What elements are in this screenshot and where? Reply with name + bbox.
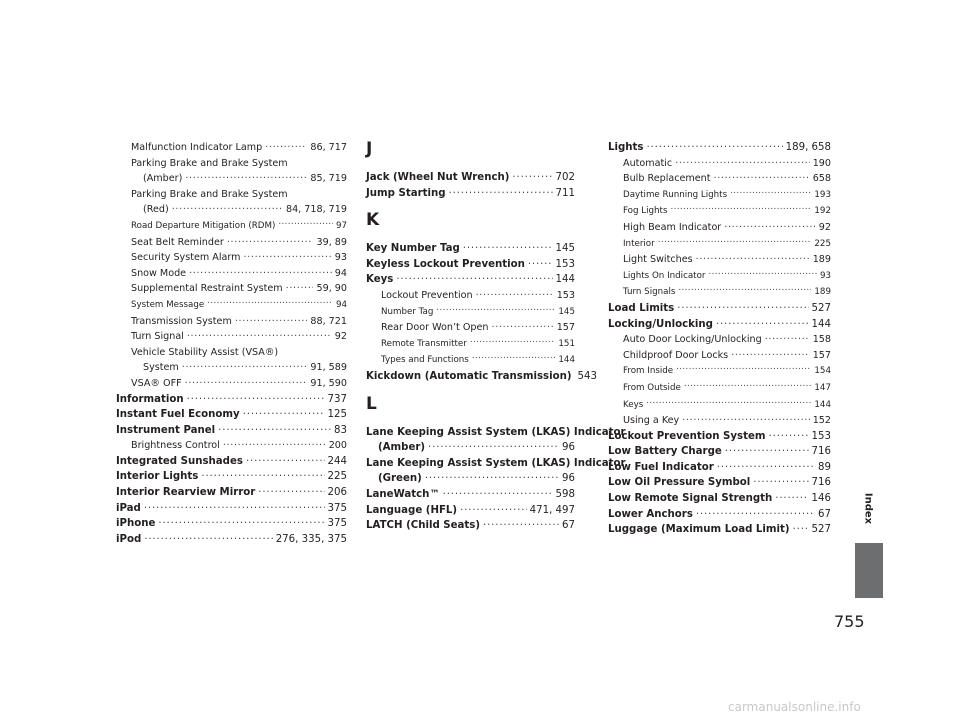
index-entry (116, 171, 347, 187)
index-entry (366, 320, 575, 336)
entry-page-ref[interactable]: 543 (577, 370, 597, 382)
entry-page-ref[interactable]: 711 (555, 187, 575, 199)
index-entry (366, 288, 575, 304)
index-entry (116, 469, 347, 485)
entry-term: Automatic (623, 157, 673, 169)
entry-term: Rear Door Won’t Open (381, 322, 489, 334)
entry-term: Keyless Lockout Prevention (366, 258, 525, 270)
entry-term: Lane Keeping Assist System (LKAS) Indicator (366, 457, 626, 469)
dot-leader (158, 516, 324, 526)
dot-leader (476, 288, 554, 298)
entry-page-ref[interactable]: 153 (556, 289, 575, 301)
dot-leader (725, 444, 809, 454)
entry-page-ref[interactable]: 658 (812, 173, 831, 185)
dot-leader (218, 423, 331, 433)
index-entry (116, 218, 347, 235)
dot-leader (172, 202, 283, 212)
dot-leader (717, 460, 815, 470)
index-entry (608, 475, 831, 491)
entry-term: Interior (623, 238, 655, 249)
dot-leader (724, 220, 816, 230)
entry-page-ref[interactable]: 189, 658 (785, 142, 831, 153)
dot-leader (684, 380, 812, 390)
section-tab-marker (855, 543, 883, 598)
entry-term: iPad (116, 502, 141, 514)
entry-page-ref[interactable]: 39, 89 (316, 236, 347, 248)
entry-page-ref[interactable]: 83 (334, 424, 347, 436)
entry-page-ref[interactable]: 716 (811, 477, 831, 489)
index-entry (116, 423, 347, 439)
entry-term: Childproof Door Locks (623, 349, 729, 361)
index-entry (608, 429, 831, 445)
dot-leader (244, 250, 332, 260)
entry-term: Low Battery Charge (608, 446, 722, 458)
index-entry (608, 348, 831, 364)
index-entry (116, 407, 347, 423)
entry-page-ref[interactable]: 737 (327, 393, 347, 405)
dot-leader (528, 257, 553, 267)
dot-leader (731, 348, 810, 358)
entry-page-ref[interactable]: 94 (334, 267, 347, 279)
entry-term: Interior Lights (116, 471, 199, 483)
entry-page-ref[interactable]: 206 (327, 487, 347, 499)
index-entry (608, 413, 831, 429)
index-entry (116, 501, 347, 517)
index-entry (116, 438, 347, 454)
entry-term: Jump Starting (366, 187, 446, 199)
entry-page-ref[interactable]: 59, 90 (316, 283, 347, 295)
entry-page-ref[interactable]: 88, 721 (310, 315, 347, 327)
index-entry (366, 336, 575, 353)
index-entry (366, 440, 575, 456)
index-entry (366, 487, 575, 503)
index-entry (366, 425, 626, 441)
dot-leader (675, 156, 809, 166)
entry-term: (Green) (378, 473, 422, 485)
entry-page-ref[interactable]: 225 (814, 238, 831, 249)
entry-page-ref[interactable]: 193 (814, 189, 831, 200)
section-letter-l: L (366, 393, 377, 414)
index-entry (608, 284, 831, 301)
entry-page-ref[interactable]: 85, 719 (310, 173, 347, 185)
index-entry (608, 397, 831, 414)
dot-leader (646, 140, 782, 150)
entry-page-ref[interactable]: 527 (811, 302, 831, 314)
index-entry (116, 281, 347, 297)
dot-leader (677, 301, 808, 311)
entry-term: iPhone (116, 518, 156, 530)
entry-page-ref[interactable]: 276, 335, 375 (275, 533, 347, 545)
entries-j (366, 170, 575, 201)
entry-term: (Amber) (378, 442, 426, 454)
dot-leader (235, 314, 308, 324)
index-entry (366, 503, 575, 519)
dot-leader (144, 501, 325, 511)
entry-term: Supplemental Restraint System (131, 283, 283, 295)
entry-page-ref[interactable]: 144 (558, 355, 575, 366)
dot-leader (243, 407, 325, 417)
entry-term: Lockout Prevention (381, 289, 473, 301)
index-entry (116, 454, 347, 470)
dot-leader (492, 320, 554, 330)
dot-leader (227, 235, 314, 245)
entry-term: VSA® OFF (131, 377, 182, 389)
dot-leader (258, 485, 324, 495)
section-tab-label: Index (862, 492, 874, 525)
dot-leader (708, 268, 816, 278)
entry-term: System Message (131, 299, 205, 310)
dot-leader (753, 475, 808, 485)
entry-page-ref[interactable]: 200 (328, 440, 347, 452)
index-entry (608, 460, 831, 476)
entry-page-ref[interactable]: 144 (555, 274, 575, 286)
entry-term: Light Switches (623, 254, 693, 266)
dot-leader (714, 171, 810, 181)
entry-term: iPod (116, 533, 142, 545)
entry-term: High Beam Indicator (623, 221, 722, 233)
index-entry (116, 516, 347, 532)
index-entry (608, 317, 831, 333)
dot-leader (460, 503, 527, 513)
dot-leader (716, 317, 809, 327)
index-entry (366, 369, 597, 385)
index-entry (608, 140, 831, 156)
index-entry (116, 235, 347, 251)
entry-term: Fog Lights (623, 206, 668, 217)
entry-page-ref[interactable]: 471, 497 (529, 504, 575, 516)
entry-page-ref[interactable]: 154 (814, 366, 831, 377)
index-entry (366, 186, 575, 202)
index-entry (116, 329, 347, 345)
dot-leader (185, 376, 308, 386)
entry-term: Number Tag (381, 306, 434, 317)
index-entry (116, 250, 347, 266)
entry-term: Brightness Control (131, 440, 220, 452)
dot-leader (396, 272, 552, 282)
dot-leader (765, 332, 810, 342)
entry-term: Auto Door Locking/Unlocking (623, 334, 762, 346)
entry-page-ref[interactable]: 702 (555, 172, 575, 183)
dot-leader (671, 203, 812, 213)
index-entry (116, 266, 347, 282)
entry-term: Key Number Tag (366, 243, 460, 255)
dot-leader (428, 440, 559, 450)
entry-page-ref[interactable]: 244 (327, 455, 347, 467)
entry-term: (Amber) (143, 173, 183, 185)
dot-leader (483, 518, 559, 528)
entry-page-ref[interactable]: 598 (555, 488, 575, 500)
dot-leader (187, 392, 325, 402)
index-entry (116, 360, 347, 376)
index-entry (116, 297, 347, 314)
dot-leader (144, 532, 272, 542)
index-entry (608, 363, 831, 380)
entry-term: Instrument Panel (116, 424, 216, 436)
entry-term: (Red) (143, 204, 169, 216)
entry-page-ref[interactable]: 716 (811, 446, 831, 458)
dot-leader (201, 469, 324, 479)
entry-term: Parking Brake and Brake System (131, 157, 288, 169)
entry-term: Types and Functions (381, 355, 469, 366)
index-column-1 (116, 140, 347, 547)
entry-page-ref[interactable]: 96 (562, 473, 575, 485)
dot-leader (425, 471, 559, 481)
index-entry (608, 203, 831, 220)
entry-term: Remote Transmitter (381, 338, 467, 349)
entry-page-ref[interactable]: 93 (334, 252, 347, 264)
dot-leader (278, 218, 333, 228)
entry-page-ref[interactable]: 125 (327, 409, 347, 421)
entry-page-ref[interactable]: 93 (819, 270, 831, 281)
dot-leader (182, 360, 308, 370)
entry-term: From Inside (623, 366, 674, 377)
entry-term: Parking Brake and Brake System (131, 188, 288, 200)
entry-page-ref[interactable]: 189 (814, 287, 831, 298)
entry-term: Transmission System (131, 315, 232, 327)
entry-term: Locking/Unlocking (608, 318, 713, 330)
dot-leader (730, 187, 811, 197)
entry-term: Interior Rearview Mirror (116, 487, 256, 499)
entry-page-ref[interactable]: 157 (556, 322, 575, 334)
dot-leader (187, 329, 332, 339)
entry-term: Daytime Running Lights (623, 189, 728, 200)
page-number: 755 (834, 612, 865, 631)
index-entry (366, 352, 575, 369)
entry-page-ref[interactable]: 97 (335, 220, 347, 231)
entry-page-ref[interactable]: 144 (814, 399, 831, 410)
dot-leader (470, 336, 556, 346)
dot-leader (793, 522, 809, 532)
dot-leader (463, 241, 553, 251)
dot-leader (443, 487, 553, 497)
entry-term: Vehicle Stability Assist (VSA®) (131, 346, 279, 358)
entry-term: Lockout Prevention System (608, 430, 766, 442)
entry-page-ref[interactable]: 144 (811, 318, 831, 330)
dot-leader (265, 140, 307, 150)
dot-leader (436, 304, 555, 314)
index-entry (608, 380, 831, 397)
index-entry (366, 170, 575, 186)
entry-term: Lights On Indicator (623, 270, 706, 281)
entry-term: System (143, 362, 179, 374)
dot-leader (658, 236, 812, 246)
entry-term: Bulb Replacement (623, 173, 711, 185)
entry-term: Keys (623, 399, 644, 410)
entry-page-ref[interactable]: 145 (558, 306, 575, 317)
index-entry (608, 444, 831, 460)
entry-page-ref[interactable]: 96 (562, 442, 575, 454)
entry-page-ref[interactable]: 91, 590 (310, 377, 347, 389)
entry-page-ref[interactable]: 151 (558, 338, 575, 349)
section-letter-j: J (366, 139, 373, 159)
index-entry (116, 202, 347, 218)
dot-leader (775, 491, 808, 501)
dot-leader (207, 297, 333, 307)
index-entry (608, 522, 831, 538)
entry-term: Lights (608, 142, 644, 153)
index-entry (608, 252, 831, 268)
entry-page-ref[interactable]: 86, 717 (310, 142, 347, 153)
index-entry (116, 376, 347, 392)
entry-term: Lane Keeping Assist System (LKAS) Indicator (366, 426, 626, 438)
entry-page-ref[interactable]: 158 (812, 334, 831, 346)
dot-leader (189, 266, 332, 276)
entries-k (366, 241, 597, 384)
index-entry (116, 314, 347, 330)
entry-term: Using a Key (623, 415, 680, 427)
entry-term: Lower Anchors (608, 508, 693, 520)
entry-term: Turn Signals (623, 287, 676, 298)
entry-page-ref[interactable]: 153 (811, 430, 831, 442)
index-entry (608, 236, 831, 253)
index-entry (366, 304, 575, 321)
index-entry (608, 220, 831, 236)
dot-leader (678, 284, 811, 294)
entry-page-ref[interactable]: 92 (818, 221, 831, 233)
entry-term: Low Fuel Indicator (608, 461, 714, 473)
index-entry (116, 485, 347, 501)
entry-page-ref[interactable]: 146 (811, 493, 831, 505)
dot-leader (682, 413, 809, 423)
dot-leader (646, 397, 811, 407)
entry-page-ref[interactable]: 189 (812, 254, 831, 266)
entry-term: Malfunction Indicator Lamp (131, 142, 263, 153)
dot-leader (512, 170, 552, 180)
index-entry (608, 268, 831, 285)
entries-l (366, 425, 626, 534)
entry-page-ref[interactable]: 145 (555, 243, 575, 255)
section-letter-k: K (366, 210, 380, 231)
entry-page-ref[interactable]: 153 (555, 258, 575, 270)
entry-term: Low Oil Pressure Symbol (608, 477, 751, 489)
entry-term: Low Remote Signal Strength (608, 493, 773, 505)
entry-page-ref[interactable]: 190 (812, 157, 831, 169)
entry-term: Kickdown (Automatic Transmission) (366, 370, 572, 382)
watermark: carmanualsonline.info (728, 700, 861, 714)
index-entry (366, 241, 575, 257)
index-entry (116, 532, 347, 548)
dot-leader (696, 507, 815, 517)
entry-term: Seat Belt Reminder (131, 236, 224, 248)
entry-term: Road Departure Mitigation (RDM) (131, 220, 276, 231)
entry-page-ref[interactable]: 152 (812, 415, 831, 427)
index-entry (608, 156, 831, 172)
entry-term: LaneWatch™ (366, 488, 440, 500)
entry-term: From Outside (623, 382, 681, 393)
index-entry (608, 301, 831, 317)
index-column-3 (608, 140, 831, 538)
dot-leader (472, 352, 556, 362)
dot-leader (696, 252, 810, 262)
dot-leader (676, 363, 811, 373)
index-entry (116, 187, 347, 203)
index-entry (116, 392, 347, 408)
entry-term: Keys (366, 274, 394, 286)
entry-page-ref[interactable]: 192 (814, 206, 831, 217)
index-entry (608, 171, 831, 187)
entry-term: Jack (Wheel Nut Wrench) (366, 172, 510, 183)
entry-page-ref[interactable]: 375 (327, 502, 347, 514)
entry-term: Security System Alarm (131, 252, 241, 264)
entry-term: Integrated Sunshades (116, 455, 243, 467)
entry-page-ref[interactable]: 527 (811, 524, 831, 536)
index-entry (116, 156, 347, 172)
entry-page-ref[interactable]: 147 (814, 382, 831, 393)
index-entry (366, 456, 626, 472)
index-entry (366, 471, 575, 487)
entry-term: Load Limits (608, 302, 675, 314)
entry-page-ref[interactable]: 92 (334, 331, 347, 343)
index-entry (608, 507, 831, 523)
index-entry (608, 332, 831, 348)
dot-leader (185, 171, 307, 181)
dot-leader (769, 429, 809, 439)
entry-page-ref[interactable]: 91, 589 (310, 362, 347, 374)
dot-leader (286, 281, 314, 291)
entry-page-ref[interactable]: 375 (327, 518, 347, 530)
entry-page-ref[interactable]: 67 (818, 508, 831, 520)
index-entry (366, 272, 575, 288)
entry-page-ref[interactable]: 67 (562, 520, 575, 532)
entry-term: Information (116, 393, 184, 405)
dot-leader (246, 454, 325, 464)
dot-leader (223, 438, 326, 448)
entry-term: Language (HFL) (366, 504, 458, 516)
index-entry (608, 491, 831, 507)
entry-term: LATCH (Child Seats) (366, 520, 481, 532)
dot-leader (449, 186, 553, 196)
entry-term: Luggage (Maximum Load Limit) (608, 524, 790, 536)
entry-page-ref[interactable]: 225 (327, 471, 347, 483)
index-entry (116, 140, 347, 156)
index-entry (608, 187, 831, 204)
entry-term: Turn Signal (131, 331, 184, 343)
index-entry (366, 257, 575, 273)
entry-page-ref[interactable]: 157 (812, 349, 831, 361)
entry-term: Instant Fuel Economy (116, 409, 240, 421)
entry-page-ref[interactable]: 94 (335, 299, 347, 310)
index-entry (116, 345, 347, 361)
entry-term: Snow Mode (131, 267, 187, 279)
entry-page-ref[interactable]: 89 (818, 461, 831, 473)
index-entry (366, 518, 575, 534)
entry-page-ref[interactable]: 84, 718, 719 (285, 204, 347, 216)
